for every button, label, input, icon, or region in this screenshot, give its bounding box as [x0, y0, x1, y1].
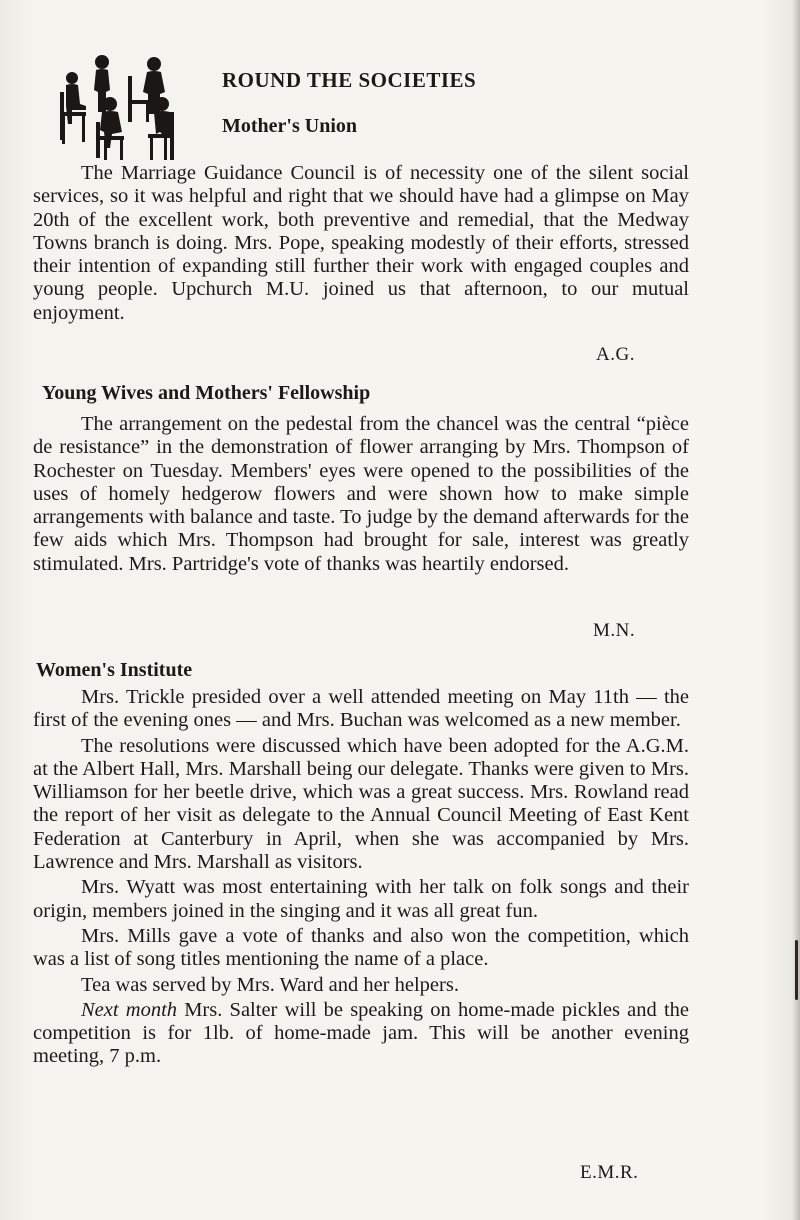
section-title-young-wives: Young Wives and Mothers' Fellowship	[42, 382, 371, 404]
wi-paragraph-6-rest: Mrs. Salter will be speaking on home-made pickles and the competition is for 1lb. of home-made jam. This will be another evening meeting, 7 p.m.	[33, 998, 689, 1068]
section-title-womens-institute: Women's Institute	[36, 659, 193, 681]
wi-paragraph-4: Mrs. Mills gave a vote of thanks and also won the competition, which was a list of song titles mentioning the name of a place.	[33, 924, 689, 971]
wi-paragraph-3: Mrs. Wyatt was most entertaining with her talk on folk songs and their origin, members joined in the singing and it was all great fun.	[33, 876, 689, 922]
wi-next-month: Next month	[81, 998, 178, 1021]
womens-institute-signature: E.M.R.	[580, 1162, 639, 1183]
womens-institute-body	[33, 686, 689, 1069]
young-wives-body	[33, 413, 689, 576]
section-title-mothers-union: Mother's Union	[222, 115, 357, 137]
young-wives-signature: M.N.	[593, 620, 636, 641]
wi-paragraph-1: Mrs. Trickle presided over a well attended meeting on May 11th — the first of the evening ones — and Mrs. Buchan was welcomed as a new member.	[33, 686, 689, 732]
young-wives-paragraph: The arrangement on the pedestal from the chancel was the central “pièce de resistance” in the demonstration of flower arranging by Mrs. Thompson of Rochester on Tuesday. Members' eyes were opened to the possibilities of the uses of homely hedgerow flowers and were shown how to make simple arrangements with balance and taste. To judge by the demand afterwards for the few aids which Mrs. Thompson had brought for sale, interest was greatly stimulated. Mrs. Partridge's vote of thanks was heartily endorsed.	[33, 413, 689, 575]
mothers-union-body	[33, 162, 689, 325]
page-header	[222, 68, 622, 138]
mothers-union-paragraph: The Marriage Guidance Council is of necessity one of the silent social services, so it was helpful and right that we should have had a glimpse on May 20th of the excellent work, both preventive and remedial, that the Medway Towns branch is doing. Mrs. Pope, speaking modestly of their efforts, stressed their intention of expanding still further their work with engaged couples and young people. Upchurch M.U. joined us that afternoon, to our mutual enjoyment.	[33, 162, 689, 324]
mothers-union-signature: A.G.	[596, 344, 635, 365]
binding-mark	[795, 940, 798, 1000]
page-edge-shadow	[792, 0, 800, 1220]
wi-paragraph-2: The resolutions were discussed which have been adopted for the A.G.M. at the Albert Hall, Mrs. Marshall being our delegate. Thanks were given to Mrs. Williamson for her beetle drive, which was a great success. Mrs. Rowland read the report of her visit as delegate to the Annual Council Meeting of East Kent Federation at Canterbury in April, when she was accompanied by Mrs. Lawrence and Mrs. Marshall as visitors.	[33, 734, 689, 874]
wi-paragraph-5: Tea was served by Mrs. Ward and her helpers.	[81, 973, 459, 996]
wi-paragraph-6	[33, 999, 689, 1069]
societies-logo-icon	[52, 52, 184, 162]
page-title: ROUND THE SOCIETIES	[222, 68, 477, 92]
